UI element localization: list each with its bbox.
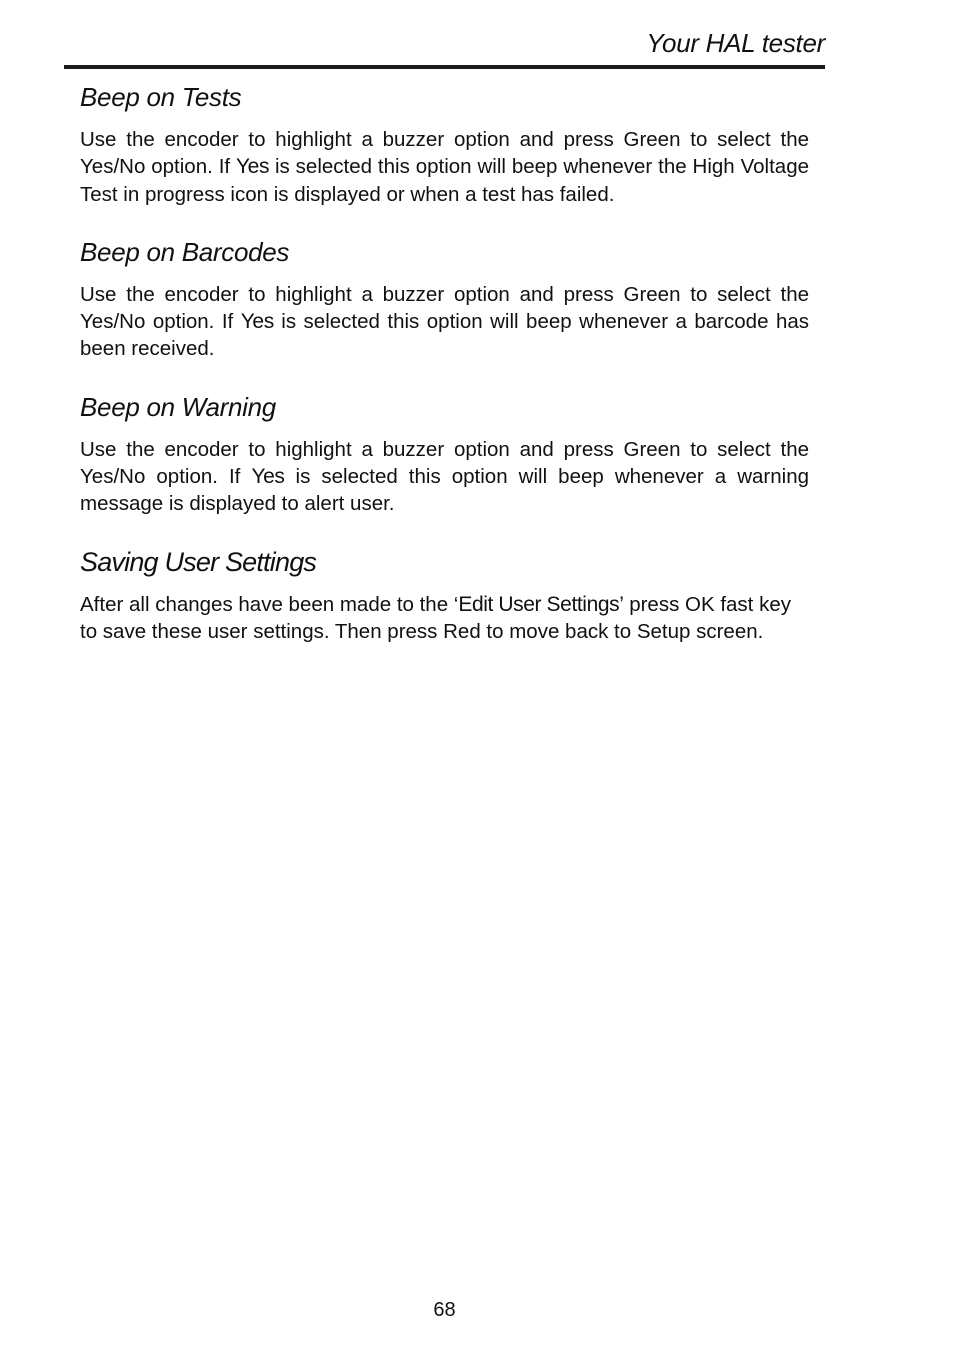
section-beep-on-barcodes (80, 235, 809, 363)
emphasized-term: Yes (240, 310, 274, 334)
section-beep-on-warning (80, 390, 809, 518)
emphasized-term: Yes (251, 465, 285, 489)
page-content (80, 80, 809, 645)
section-heading: Beep on Barcodes (80, 236, 290, 267)
section-paragraph (80, 126, 809, 208)
running-header: Your HAL tester (646, 28, 825, 58)
emphasized-term: Yes (236, 155, 270, 179)
section-paragraph (80, 591, 809, 646)
paragraph-text: After all changes have been made to the ‘ (80, 592, 459, 616)
header-rule (64, 65, 825, 69)
paragraph-text: Use the encoder to highlight a buzzer option and press Green to select the Yes/No option. If (80, 437, 809, 489)
section-heading: Beep on Tests (80, 82, 242, 112)
paragraph-text: Use the encoder to highlight a buzzer option and press Green to select the Yes/No option. If (80, 128, 809, 179)
paragraph-text: Use the encoder to highlight a buzzer option and press Green to select the Yes/No option. If (80, 282, 809, 334)
section-paragraph (80, 436, 809, 518)
paragraph-text: is selected this option will beep whenever a barcode has been received. (80, 310, 809, 361)
paragraph-text: is selected this option will beep whenever a warning message is displayed to alert user. (80, 465, 810, 516)
section-paragraph (80, 281, 809, 363)
section-saving-user-settings (80, 545, 809, 646)
section-heading: Beep on Warning (80, 391, 276, 422)
emphasized-term: Edit User Settings’ (458, 592, 624, 616)
paragraph-text: press OK fast key to save these user settings. Then press Red to move back to Setup screen. (80, 592, 791, 643)
section-heading: Saving User Settings (80, 546, 317, 577)
page-number: 68 (433, 1299, 456, 1321)
section-beep-on-tests (80, 80, 809, 208)
paragraph-text: is selected this option will beep whenever the High Voltage Test in progress icon is displayed or when a test has failed. (80, 155, 810, 206)
